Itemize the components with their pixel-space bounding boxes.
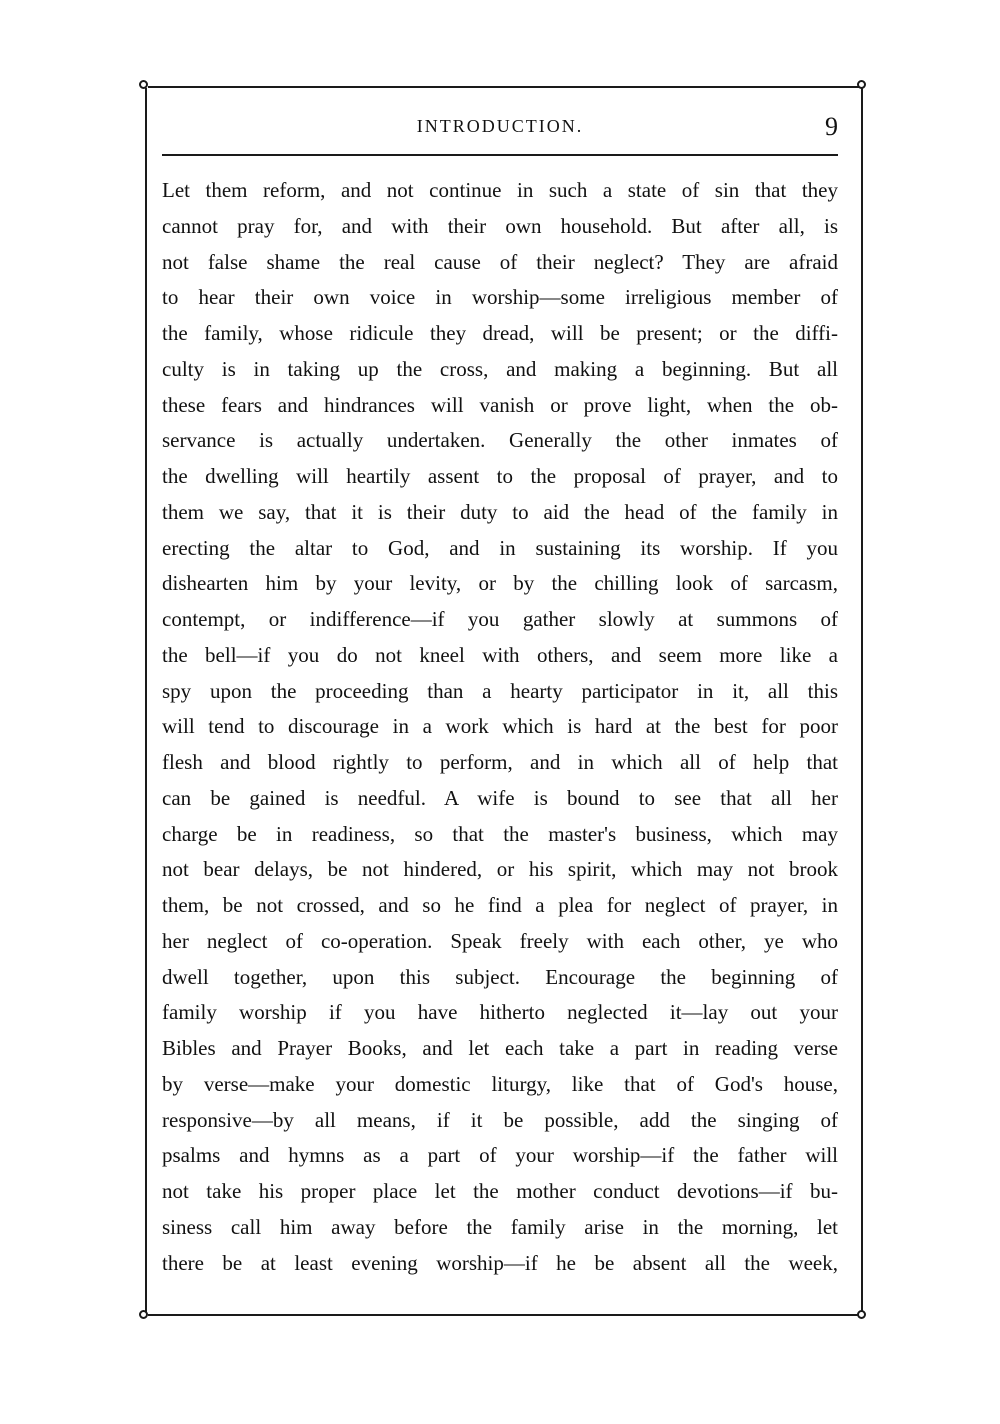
text-line: erecting the altar to God, and in sustaining its worship. If you [162,535,838,560]
text-line: siness call him away before the family arise in the morning, let [162,1214,838,1239]
frame-top-border [148,86,862,88]
frame-right-border [861,88,863,1314]
frame-corner-ornament [139,80,148,89]
text-line: psalms and hymns as a part of your worship—if the father will [162,1143,838,1168]
text-line: culty is in taking up the cross, and making a beginning. But all [162,356,838,381]
text-line: to hear their own voice in worship—some irreligious member of [162,285,838,310]
text-line: will tend to discourage in a work which is hard at the best for poor [162,714,838,739]
frame-bottom-border [148,1314,862,1316]
text-line: family worship if you have hitherto neglected it—lay out your [162,1000,838,1025]
text-line: not false shame the real cause of their neglect? They are afraid [162,249,838,274]
text-line: Let them reform, and not continue in such a state of sin that they [162,178,838,202]
text-line: Bibles and Prayer Books, and let each take a part in reading verse [162,1036,838,1060]
text-line: the family, whose ridicule they dread, will be present; or the diffi- [162,321,838,345]
text-line: dwell together, upon this subject. Encourage the beginning of [162,964,838,989]
text-line: the dwelling will heartily assent to the proposal of prayer, and to [162,464,838,488]
text-line: by verse—make your domestic liturgy, like that of God's house, [162,1071,838,1096]
text-line: servance is actually undertaken. Generally the other inmates of [162,428,838,453]
frame-corner-ornament [139,1310,148,1319]
text-line: the bell—if you do not kneel with others, and seem more like a [162,642,838,667]
header-rule [162,154,838,156]
running-head [162,112,838,148]
text-line: these fears and hindrances will vanish or prove light, when the ob- [162,392,838,417]
text-line: spy upon the proceeding than a hearty participator in it, all this [162,678,838,703]
text-line: them, be not crossed, and so he find a plea for neglect of prayer, in [162,893,838,917]
text-line: flesh and blood rightly to perform, and in which all of help that [162,750,838,774]
text-line: charge be in readiness, so that the master's business, which may [162,821,838,846]
running-title: INTRODUCTION. [416,116,584,136]
text-line: dishearten him by your levity, or by the chilling look of sarcasm, [162,571,838,596]
frame-corner-ornament [857,1310,866,1319]
text-line: can be gained is needful. A wife is bound to see that all her [162,785,838,810]
body-text [162,173,838,1281]
text-line: them we say, that it is their duty to aid the head of the family in [162,499,838,524]
text-line: responsive—by all means, if it be possible, add the singing of [162,1107,838,1132]
text-line: there be at least evening worship—if he be absent all the week, [162,1250,838,1275]
text-line: contempt, or indifference—if you gather slowly at summons of [162,607,838,631]
text-line: not take his proper place let the mother conduct devotions—if bu- [162,1179,838,1203]
text-line: her neglect of co-operation. Speak freely with each other, ye who [162,928,838,953]
frame-left-border [145,88,147,1314]
text-line: cannot pray for, and with their own household. But after all, is [162,213,838,238]
page-number: 9 [825,112,838,141]
frame-corner-ornament [857,80,866,89]
text-line: not bear delays, be not hindered, or his spirit, which may not brook [162,857,838,882]
